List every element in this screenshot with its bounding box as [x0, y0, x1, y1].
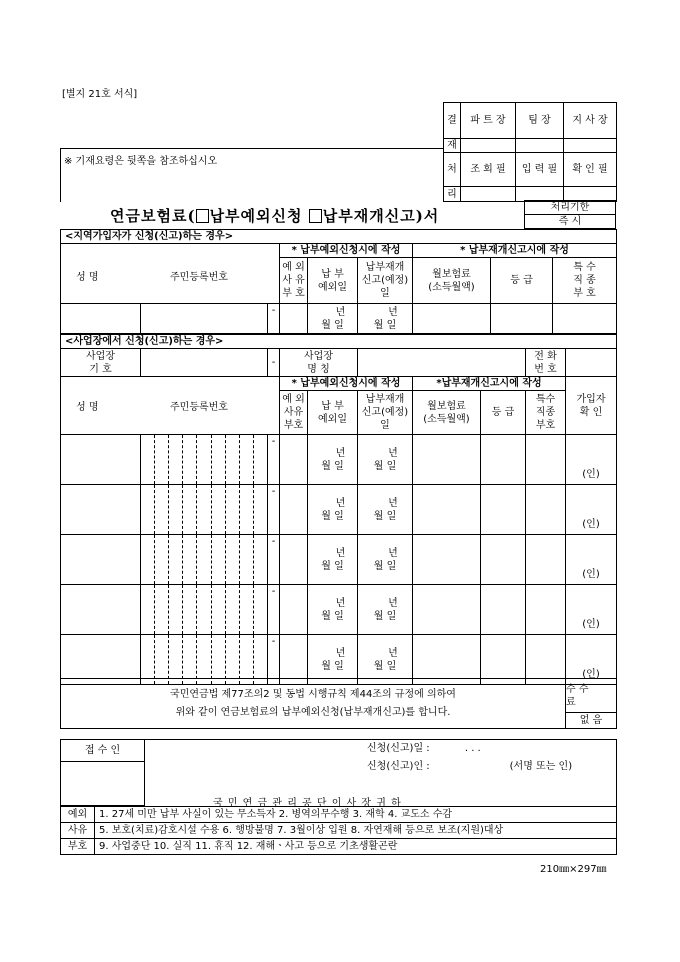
workplace-resume-date-label: 납부재개 신고(예정)일	[358, 391, 413, 435]
workplace-special-label: 특수 직종 부호	[526, 391, 566, 435]
biz-code-label: 사업장 기 호	[61, 349, 141, 377]
regional-special-field[interactable]	[553, 304, 617, 334]
deadline-box	[524, 200, 616, 229]
approval-gyeol: 결	[444, 103, 461, 139]
member-ssn-field[interactable]	[141, 435, 268, 485]
regional-resume-date-field[interactable]: 년 월 일	[358, 304, 413, 334]
approval-cheo: 처	[444, 153, 461, 187]
seal-mark: (인)	[566, 635, 617, 685]
approval-jae: 재	[444, 139, 461, 153]
workplace-section: <사업장에서 신청(신고)하는 경우> 사업장 기 호 - 사업장 명 칭 전 화 번 호 * 납부예외신청시에 작성 *납부재개신고시에 작성 가입자 확 인 예 외 사유 부호 납 부 예외일 납부재개 신고(예정)일 월보험료 (소득월액) 등 급 특수 직종 부호 - 년 월 일 년 월 일 (인) - 년 월 일 년 월 일 (인) - 년 월 일 년 월 일 (인) - 년 월 일 년 월 일 (인) - 년 월 일 년 월 일 (인)	[60, 334, 617, 685]
regional-reason-field[interactable]	[280, 304, 308, 334]
biz-code-field[interactable]	[141, 349, 268, 377]
approval-part-leader: 파 트 장	[461, 103, 516, 139]
regional-resume-date-label: 납부재개 신고(예정)일	[358, 258, 413, 304]
regional-header: <지역가입자가 신청(신고)하는 경우>	[61, 230, 617, 244]
member-name-field[interactable]	[61, 585, 141, 635]
deadline-label: 처리기한	[525, 201, 616, 215]
workplace-grade-label: 등 급	[481, 391, 526, 435]
guide-note: ※ 기재요령은 뒷쪽을 참조하십시오	[64, 156, 218, 167]
regional-grade-label: 등 급	[491, 258, 553, 304]
table-row: - 년 월 일 년 월 일 (인)	[61, 485, 617, 535]
phone-field[interactable]	[566, 349, 617, 377]
workplace-name-text: 성 명	[76, 402, 99, 413]
seal-mark: (인)	[566, 535, 617, 585]
exempt-checkbox[interactable]	[196, 209, 209, 223]
approval-input: 입 력 필	[516, 153, 564, 187]
codes-label-3: 부호	[61, 839, 95, 855]
codes-line-1: 1. 27세 미만 납부 사실이 있는 무소득자 2. 병역의무수행 3. 재학 4. 교도소 수감	[95, 807, 617, 823]
recipient-line: 국 민 연 금 관 리 공 단 이 사 장 귀 하	[213, 798, 402, 809]
member-name-field[interactable]	[61, 635, 141, 685]
approval-inquiry: 조 회 필	[461, 153, 516, 187]
table-row: - 년 월 일 년 월 일 (인)	[61, 585, 617, 635]
regional-income-label: 월보험료 (소득월액)	[413, 258, 491, 304]
codes-line-2: 5. 보호(치료)감호시설 수용 6. 행방불명 7. 3월이상 입원 8. 자연재해 등으로 보조(지원)대상	[95, 823, 617, 839]
applied-date: 신청(신고)일 : . . .	[367, 743, 481, 754]
approval-team-leader: 팀 장	[516, 103, 564, 139]
regional-name-field[interactable]	[61, 304, 141, 334]
regional-grade-field[interactable]	[491, 304, 553, 334]
seal-mark: (인)	[566, 435, 617, 485]
applicant: 신청(신고)인 : (서명 또는 인)	[367, 761, 573, 772]
fee-value: 없 음	[566, 713, 617, 729]
fee-label: 수 수 료	[566, 679, 617, 713]
workplace-resume-note: *납부재개신고시에 작성	[413, 377, 566, 391]
regional-section: <지역가입자가 신청(신고)하는 경우> * 납부예외신청시에 작성 * 납부재개신고시에 작성 예 외 사 유 부 호 납 부 예외일 납부재개 신고(예정)일 월보험료 (소득월액) 등 급 특 수 직 종 부 호 - 년 월 일 년 월 일	[60, 229, 617, 334]
member-confirm-label: 가입자 확 인	[566, 377, 617, 435]
regional-ssn-text: 주민등록번호	[170, 272, 228, 283]
approval-branch-head: 지 사 장	[564, 103, 617, 139]
member-reason-field[interactable]	[280, 535, 308, 585]
declaration-text: 국민연금법 제77조의2 및 동법 시행규칙 제44조의 규정에 의하여 위와 같이 연금보험료의 납부예외신청(납부재개신고)를 합니다.	[61, 679, 566, 729]
phone-label: 전 화 번 호	[526, 349, 566, 377]
table-row: - 년 월 일 년 월 일 (인)	[61, 635, 617, 685]
codes-label-1: 예외	[61, 807, 95, 823]
workplace-reason-label: 예 외 사유 부호	[280, 391, 308, 435]
regional-ssn-field[interactable]	[141, 304, 268, 334]
regional-name-text: 성 명	[76, 272, 99, 283]
workplace-exempt-note: * 납부예외신청시에 작성	[280, 377, 413, 391]
member-reason-field[interactable]	[280, 585, 308, 635]
regional-exempt-date-label: 납 부 예외일	[308, 258, 358, 304]
receiver-stamp-area	[61, 762, 145, 806]
member-reason-field[interactable]	[280, 635, 308, 685]
receiver-label: 접 수 인	[61, 740, 145, 762]
member-name-field[interactable]	[61, 435, 141, 485]
biz-name-field[interactable]	[358, 349, 526, 377]
paper-size: 210㎜×297㎜	[540, 864, 607, 875]
member-ssn-field[interactable]	[141, 485, 268, 535]
workplace-ssn-text: 주민등록번호	[170, 402, 228, 413]
regional-special-label: 특 수 직 종 부 호	[553, 258, 617, 304]
seal-mark: (인)	[566, 585, 617, 635]
regional-reason-label: 예 외 사 유 부 호	[280, 258, 308, 304]
seal-mark: (인)	[566, 485, 617, 535]
regional-resume-note: * 납부재개신고시에 작성	[413, 244, 617, 258]
member-name-field[interactable]	[61, 485, 141, 535]
deadline-value: 즉 시	[525, 215, 616, 229]
reason-codes	[60, 806, 617, 855]
approval-ri: 리	[444, 187, 461, 202]
member-reason-field[interactable]	[280, 485, 308, 535]
member-ssn-field[interactable]	[141, 535, 268, 585]
biz-name-label: 사업장 명 칭	[280, 349, 358, 377]
member-name-field[interactable]	[61, 535, 141, 585]
workplace-header: <사업장에서 신청(신고)하는 경우>	[61, 335, 617, 349]
regional-exempt-note: * 납부예외신청시에 작성	[280, 244, 413, 258]
approval-box	[443, 102, 617, 202]
resume-checkbox[interactable]	[309, 209, 322, 223]
approval-confirm: 확 인 필	[564, 153, 617, 187]
regional-income-field[interactable]	[413, 304, 491, 334]
member-ssn-field[interactable]	[141, 635, 268, 685]
member-ssn-field[interactable]	[141, 585, 268, 635]
workplace-income-label: 월보험료 (소득월액)	[413, 391, 481, 435]
member-reason-field[interactable]	[280, 435, 308, 485]
workplace-exempt-date-label: 납 부 예외일	[308, 391, 358, 435]
table-row: - 년 월 일 년 월 일 (인)	[61, 435, 617, 485]
form-id: [별지 21호 서식]	[62, 89, 138, 100]
codes-label-2: 사유	[61, 823, 95, 839]
regional-exempt-date-field[interactable]: 년 월 일	[308, 304, 358, 334]
table-row: - 년 월 일 년 월 일 (인)	[61, 535, 617, 585]
declaration-block	[60, 678, 617, 729]
form-title: 연금보험료( 납부예외신청 납부재개신고)서	[110, 207, 440, 225]
codes-line-3: 9. 사업중단 10. 실직 11. 휴직 12. 재해ㆍ사고 등으로 기초생활곤란	[95, 839, 617, 855]
